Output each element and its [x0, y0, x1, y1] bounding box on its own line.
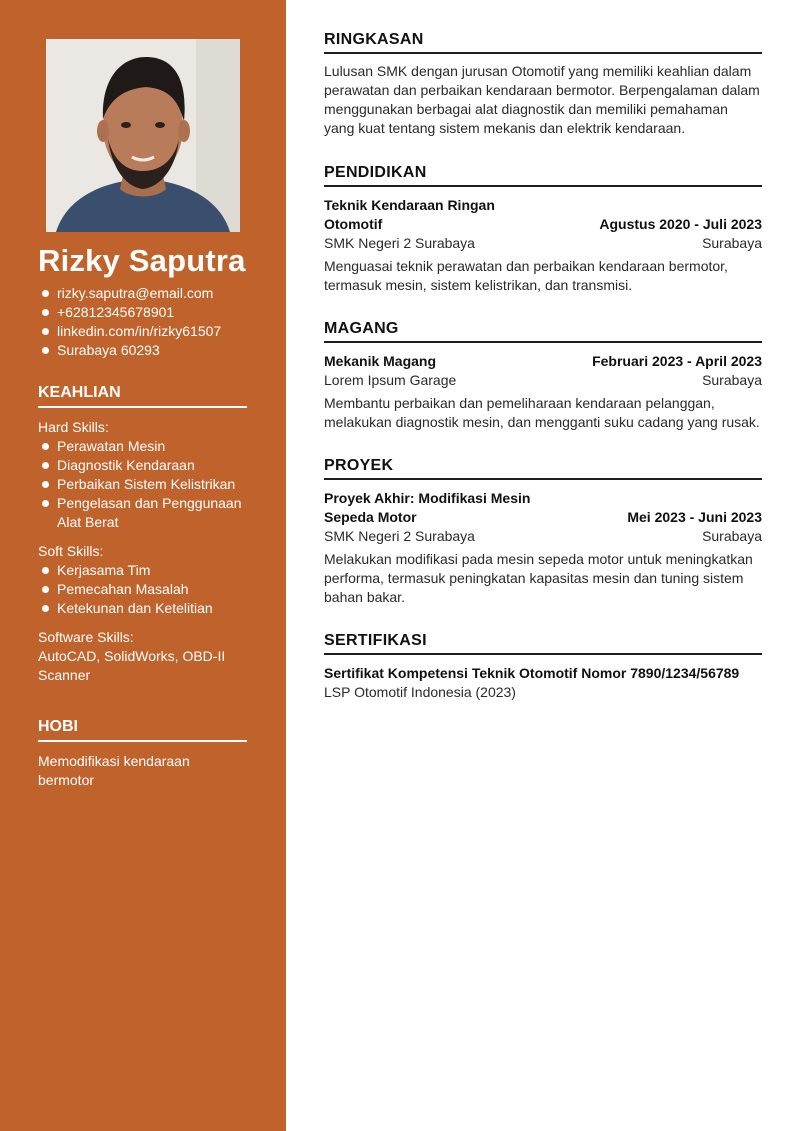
- education-location: Surabaya: [702, 235, 762, 251]
- profile-photo: [46, 39, 240, 232]
- certification-issuer: LSP Otomotif Indonesia (2023): [324, 684, 516, 700]
- project-school: SMK Negeri 2 Surabaya: [324, 528, 475, 544]
- hard-skills-list: [38, 437, 247, 532]
- project-entry: [324, 489, 762, 607]
- education-entry: [324, 196, 762, 295]
- project-description: Melakukan modifikasi pada mesin sepeda motor untuk meningkatkan performa, termasuk peningkatan kapasitas mesin dan tuning sistem bahan bakar.: [324, 551, 753, 605]
- education-heading: PENDIDIKAN: [324, 164, 762, 187]
- summary-section: [324, 31, 762, 138]
- project-heading: PROYEK: [324, 457, 762, 480]
- hobby-section: [38, 718, 247, 790]
- project-date: Mei 2023 - Juni 2023: [627, 509, 762, 525]
- internship-title: Mekanik Magang: [324, 353, 437, 369]
- software-skills-text: AutoCAD, SolidWorks, OBD-II Scanner: [38, 648, 226, 683]
- skills-section: [38, 384, 247, 685]
- list-item: Diagnostik Kendaraan: [38, 456, 247, 475]
- sidebar: [0, 0, 286, 1131]
- list-item: Perbaikan Sistem Kelistrikan: [38, 475, 247, 494]
- soft-skills-label: Soft Skills:: [38, 543, 104, 559]
- person-name: Rizky Saputra: [38, 243, 246, 278]
- project-title: Proyek Akhir: Modifikasi Mesin: [324, 490, 531, 506]
- contact-linkedin: linkedin.com/in/rizky61507: [38, 322, 268, 341]
- internship-date: Februari 2023 - April 2023: [592, 353, 762, 369]
- skills-heading: KEAHLIAN: [38, 384, 247, 408]
- internship-section: [324, 320, 762, 432]
- hard-skills-label: Hard Skills:: [38, 419, 109, 435]
- contact-address: Surabaya 60293: [38, 341, 268, 360]
- hobby-heading: HOBI: [38, 718, 247, 742]
- internship-company: Lorem Ipsum Garage: [324, 372, 457, 388]
- contact-email: rizky.saputra@email.com: [38, 284, 268, 303]
- contact-list: [38, 284, 268, 360]
- software-skills-label: Software Skills:: [38, 629, 134, 645]
- education-title: Teknik Kendaraan Ringan: [324, 197, 495, 213]
- project-location: Surabaya: [702, 528, 762, 544]
- internship-entry: [324, 352, 762, 432]
- certification-section: [324, 632, 762, 702]
- hobby-text: Memodifikasi kendaraan bermotor: [38, 753, 190, 788]
- education-title-cont: Otomotif: [324, 216, 383, 232]
- internship-description: Membantu perbaikan dan pemeliharaan kendaraan pelanggan, melakukan diagnostik mesin, dan mengganti suku cadang yang rusak.: [324, 395, 760, 430]
- education-section: [324, 164, 762, 295]
- project-title-cont: Sepeda Motor: [324, 509, 417, 525]
- internship-location: Surabaya: [702, 372, 762, 388]
- project-section: [324, 457, 762, 607]
- certification-heading: SERTIFIKASI: [324, 632, 762, 655]
- contact-phone: +62812345678901: [38, 303, 268, 322]
- education-description: Menguasai teknik perawatan dan perbaikan kendaraan bermotor, termasuk mesin, sistem kelistrikan, dan transmisi.: [324, 258, 728, 293]
- certification-title: Sertifikat Kompetensi Teknik Otomotif Nomor 7890/1234/56789: [324, 665, 740, 681]
- education-date: Agustus 2020 - Juli 2023: [599, 216, 762, 232]
- certification-entry: [324, 664, 762, 702]
- profile-photo-illustration: [46, 39, 240, 232]
- list-item: Kerjasama Tim: [38, 561, 247, 580]
- education-school: SMK Negeri 2 Surabaya: [324, 235, 475, 251]
- list-item: Ketekunan dan Ketelitian: [38, 599, 247, 618]
- list-item: Perawatan Mesin: [38, 437, 247, 456]
- internship-heading: MAGANG: [324, 320, 762, 343]
- list-item: Pemecahan Masalah: [38, 580, 247, 599]
- list-item: Pengelasan dan Penggunaan Alat Berat: [38, 494, 247, 532]
- summary-heading: RINGKASAN: [324, 31, 762, 54]
- soft-skills-list: [38, 561, 247, 618]
- summary-text: Lulusan SMK dengan jurusan Otomotif yang memiliki keahlian dalam perawatan dan perbaikan kendaraan bermotor. Berpengalaman dalam menggunakan berbagai alat diagnostik dan memiliki pemahaman yang kuat tentang sistem mekanis dan elektrik kendaraan.: [324, 63, 760, 136]
